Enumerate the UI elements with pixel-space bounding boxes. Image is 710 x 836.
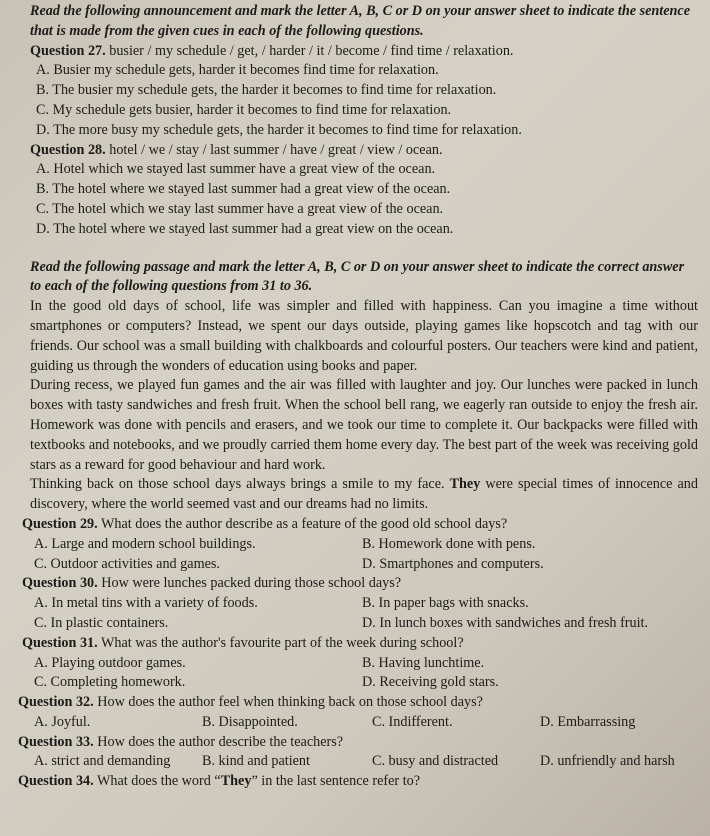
question-31 bbox=[22, 634, 698, 654]
section2-instruction: Read the following passage and mark the letter A, B, C or D on your answer sheet to indicate the correct answer to each of the following questions from 31 to 36. bbox=[30, 258, 685, 295]
question-27 bbox=[30, 42, 698, 62]
q30-option-c: C. In plastic containers. bbox=[34, 614, 169, 631]
section1-instruction: Read the following announcement and mark the letter A, B, C or D on your answer sheet to indicate the sentence that is made from the given cues in each of the following questions. bbox=[30, 3, 691, 39]
para3-text-after: were special times of innocence and discovery, where the world seemed vast and our dreams had no limits. bbox=[30, 476, 698, 513]
q33-option-a: A. strict and demanding bbox=[34, 753, 171, 770]
passage-paragraph-1: In the good old days of school, life was simpler and filled with happiness. Can you imagine a time without smartphones or computers? Instead, we spent our days outside, playing games like hopscotch and tag with our friends. Our school was a small building with chalkboards and colourful posters. Our teachers were kind and patient, guiding us through the wonders of education using books and paper. bbox=[30, 298, 698, 374]
question-34-bold-they: They bbox=[220, 773, 252, 790]
question-34 bbox=[18, 772, 698, 792]
q32-option-c: C. Indifferent. bbox=[372, 713, 453, 730]
q31-option-c: C. Completing homework. bbox=[34, 674, 186, 691]
question-34-text-before: What does the word “ bbox=[93, 773, 221, 790]
q29-options bbox=[30, 535, 698, 575]
question-27-cue: busier / my schedule / get, / harder / it / become / find time / relaxation. bbox=[105, 42, 514, 59]
q33-option-c: C. busy and distracted bbox=[372, 753, 499, 770]
question-27-label: Question 27. bbox=[30, 42, 106, 59]
question-28 bbox=[30, 141, 698, 161]
question-31-text: What was the author's favourite part of the week during school? bbox=[97, 634, 464, 651]
para3-text-before: Thinking back on those school days always brings a smile to my face. bbox=[30, 476, 450, 493]
passage-paragraph-3 bbox=[30, 475, 698, 515]
question-30-label: Question 30. bbox=[22, 575, 98, 592]
q29-option-d: D. Smartphones and computers. bbox=[362, 555, 544, 572]
q27-option-d: D. The more busy my schedule gets, the harder it becomes to find time for relaxation. bbox=[36, 121, 522, 138]
q27-option-c: C. My schedule gets busier, harder it becomes to find time for relaxation. bbox=[36, 101, 452, 118]
q31-option-a: A. Playing outdoor games. bbox=[34, 654, 186, 671]
q33-options bbox=[30, 752, 698, 772]
q31-option-b: B. Having lunchtime. bbox=[362, 654, 485, 671]
q32-options bbox=[30, 713, 698, 733]
q27-option-a: A. Busier my schedule gets, harder it becomes find time for relaxation. bbox=[36, 62, 439, 79]
q31-option-d: D. Receiving gold stars. bbox=[362, 674, 499, 691]
q29-option-a: A. Large and modern school buildings. bbox=[34, 535, 256, 552]
q27-option-b: B. The busier my schedule gets, the harder it becomes to find time for relaxation. bbox=[36, 82, 497, 99]
q30-option-a: A. In metal tins with a variety of foods. bbox=[34, 595, 258, 612]
q32-option-b: B. Disappointed. bbox=[202, 713, 298, 730]
q33-option-d: D. unfriendly and harsh bbox=[540, 753, 675, 770]
question-31-label: Question 31. bbox=[22, 634, 98, 651]
question-33-label: Question 33. bbox=[18, 733, 94, 750]
q30-option-d: D. In lunch boxes with sandwiches and fresh fruit. bbox=[362, 614, 649, 631]
q32-option-a: A. Joyful. bbox=[34, 713, 91, 730]
passage-paragraph-2: During recess, we played fun games and the air was filled with laughter and joy. Our lunches were packed in lunch boxes with tasty sandwiches and fresh fruit. When the school bell rang, we eagerly ran outside to enjoy the fresh air. Homework was done with pencils and erasers, and we took our time to complete it. Our backpacks were filled with textbooks and notebooks, and we proudly carried them home every day. The best part of the week was receiving gold stars as a reward for good behaviour and hard work. bbox=[30, 377, 698, 473]
question-33 bbox=[18, 733, 698, 753]
q29-option-b: B. Homework done with pens. bbox=[362, 535, 536, 552]
question-32-label: Question 32. bbox=[18, 694, 94, 711]
question-30 bbox=[22, 574, 698, 594]
question-29-label: Question 29. bbox=[22, 515, 98, 532]
question-28-cue: hotel / we / stay / last summer / have / great / view / ocean. bbox=[105, 141, 443, 158]
q28-option-a: A. Hotel which we stayed last summer have a great view of the ocean. bbox=[36, 161, 436, 178]
q31-options bbox=[30, 654, 698, 694]
q29-option-c: C. Outdoor activities and games. bbox=[34, 555, 220, 572]
q32-option-d: D. Embarrassing bbox=[540, 713, 636, 730]
question-34-label: Question 34. bbox=[18, 773, 94, 790]
question-34-text-after: ” in the last sentence refer to? bbox=[251, 773, 421, 790]
q28-option-b: B. The hotel where we stayed last summer had a great view of the ocean. bbox=[36, 181, 451, 198]
q28-option-d: D. The hotel where we stayed last summer had a great view on the ocean. bbox=[36, 220, 454, 237]
q30-option-b: B. In paper bags with snacks. bbox=[362, 595, 529, 612]
question-30-text: How were lunches packed during those school days? bbox=[97, 575, 402, 592]
para3-bold-they: They bbox=[449, 476, 481, 493]
question-29-text: What does the author describe as a feature of the good old school days? bbox=[97, 515, 508, 532]
q33-option-b: B. kind and patient bbox=[202, 753, 310, 770]
question-29 bbox=[22, 515, 698, 535]
question-32-text: How does the author feel when thinking back on those school days? bbox=[93, 694, 483, 711]
question-33-text: How does the author describe the teachers? bbox=[93, 733, 344, 750]
q28-option-c: C. The hotel which we stay last summer have a great view of the ocean. bbox=[36, 200, 444, 217]
q30-options bbox=[30, 594, 698, 634]
question-32 bbox=[18, 693, 698, 713]
question-28-label: Question 28. bbox=[30, 141, 106, 158]
section-gap bbox=[30, 240, 698, 258]
